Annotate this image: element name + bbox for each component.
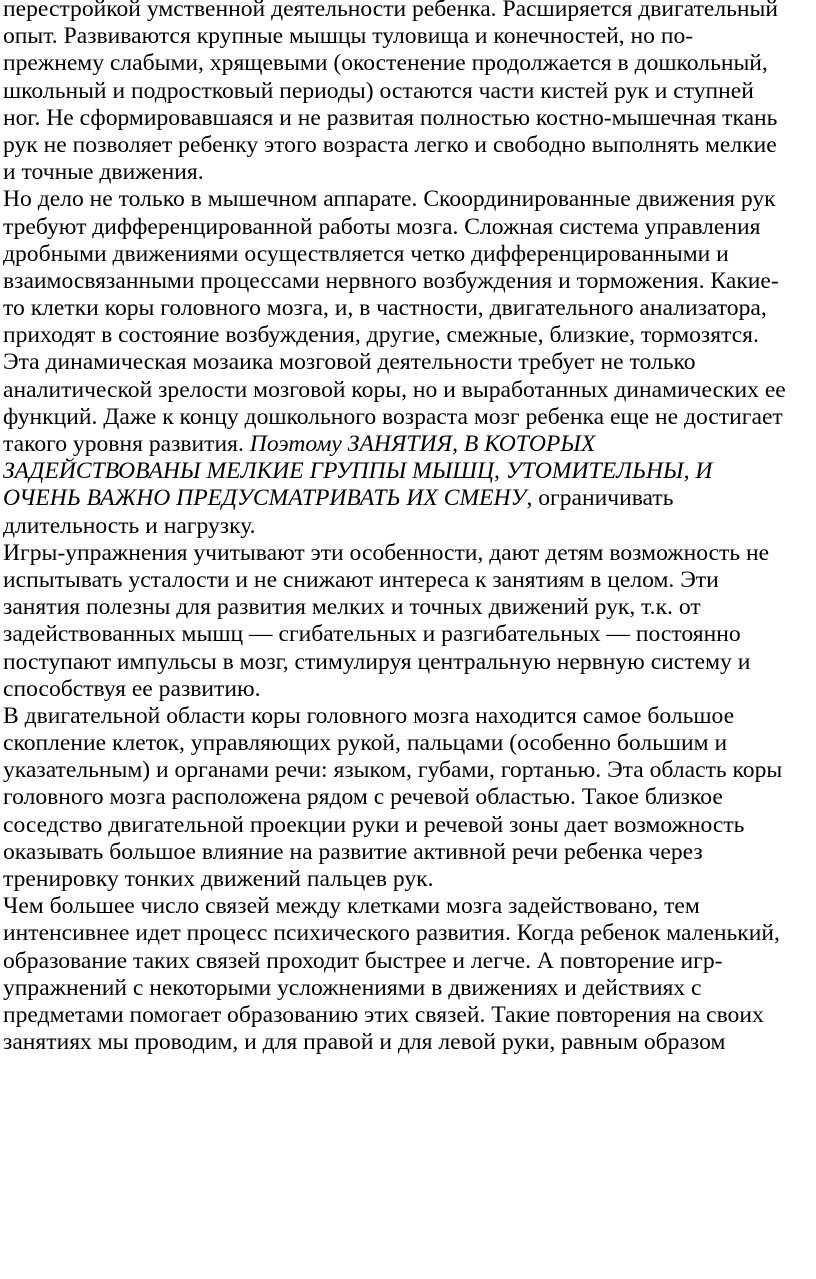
text-run: оказывать большое влияние на развитие активной речи ребенка через xyxy=(3,838,703,865)
italic-emphasis: ЗАДЕЙСТВОВАНЫ МЕЛКИЕ ГРУППЫ МЫШЦ, УТОМИТЕЛЬНЫ, И xyxy=(3,458,713,485)
text-run: функций. Даже к концу дошкольного возраста мозг ребенка еще не достигает xyxy=(3,403,783,430)
text-run: задействованных мышц — сгибательных и разгибательных — постоянно xyxy=(3,621,741,648)
text-run: указательным) и органами речи: языком, губами, гортанью. Эта область коры xyxy=(3,757,783,784)
text-run: то клетки коры головного мозга, и, в частности, двигательного анализатора, xyxy=(3,295,767,322)
text-run: взаимосвязанными процессами нервного возбуждения и торможения. Какие- xyxy=(3,267,779,294)
italic-emphasis: Поэтому ЗАНЯТИЯ, В КОТОРЫХ xyxy=(249,431,596,457)
text-run: рук не позволяет ребенку этого возраста легко и свободно выполнять мелкие xyxy=(3,131,777,158)
text-run: интенсивнее идет процесс психического развития. Когда ребенок маленький, xyxy=(3,920,780,947)
text-run: упражнений с некоторыми усложнениями в движениях и действиях с xyxy=(3,974,702,1001)
italic-emphasis: ОЧЕНЬ ВАЖНО ПРЕДУСМАТРИВАТЬ ИХ СМЕНУ xyxy=(3,485,527,512)
text-run: Игры-упражнения учитывают эти особенности, дают детям возможность не xyxy=(3,539,770,566)
text-run: занятия полезны для развития мелких и точных движений рук, т.к. от xyxy=(3,594,701,621)
text-run: перестройкой умственной деятельности ребенка. Расширяется двигательный xyxy=(3,0,779,22)
text-run: такого уровня развития. xyxy=(3,431,250,457)
text-run: Чем большее число связей между клетками мозга задействовано, тем xyxy=(3,893,700,920)
text-line xyxy=(3,1026,809,1058)
text-run: требуют дифференцированной работы мозга. Сложная система управления xyxy=(3,213,761,240)
text-run: испытывать усталости и не снижают интереса к занятиям в целом. Эти xyxy=(3,566,719,593)
text-run: приходят в состояние возбуждения, другие, смежные, близкие, тормозятся. xyxy=(3,322,759,349)
text-run: ног. Не сформировавшаяся и не развитая полностью костно-мышечная ткань xyxy=(3,104,778,131)
text-run: школьный и подростковый периоды) остаются части кистей рук и ступней xyxy=(3,77,754,104)
text-run: занятиях мы проводим, и для правой и для левой руки, равным образом xyxy=(3,1029,726,1056)
document-body xyxy=(3,0,809,1058)
text-run: опыт. Развиваются крупные мышцы туловища и конечностей, но по- xyxy=(3,23,694,50)
text-run: дробными движениями осуществляется четко дифференцированными и xyxy=(3,240,729,267)
text-run: способствуя ее развитию. xyxy=(3,675,261,702)
text-run: аналитической зрелости мозговой коры, но и выработанных динамических ее xyxy=(3,376,786,403)
text-run: образование таких связей проходит быстрее и легче. А повторение игр- xyxy=(3,947,723,974)
text-run: соседство двигательной проекции руки и речевой зоны дает возможность xyxy=(3,811,745,838)
text-run: головного мозга расположена рядом с речевой областью. Такое близкое xyxy=(3,784,723,811)
text-run: предметами помогает образованию этих связей. Такие повторения на своих xyxy=(3,1001,764,1028)
text-run: тренировку тонких движений пальцев рук. xyxy=(3,866,434,892)
text-run: длительность и нагрузку. xyxy=(3,512,256,539)
text-run: прежнему слабыми, хрящевыми (окостенение продолжается в дошкольный, xyxy=(3,50,768,77)
text-run: Но дело не только в мышечном аппарате. Скоординированные движения рук xyxy=(3,186,776,213)
text-run: Эта динамическая мозаика мозговой деятельности требует не только xyxy=(3,349,696,376)
text-run: и точные движения. xyxy=(3,159,204,186)
text-run: скопление клеток, управляющих рукой, пальцами (особенно большим и xyxy=(3,730,728,757)
text-run: поступают импульсы в мозг, стимулируя центральную нервную систему и xyxy=(3,648,751,675)
text-run: , ограничивать xyxy=(526,485,674,512)
text-run: В двигательной области коры головного мозга находится самое большое xyxy=(3,702,735,729)
